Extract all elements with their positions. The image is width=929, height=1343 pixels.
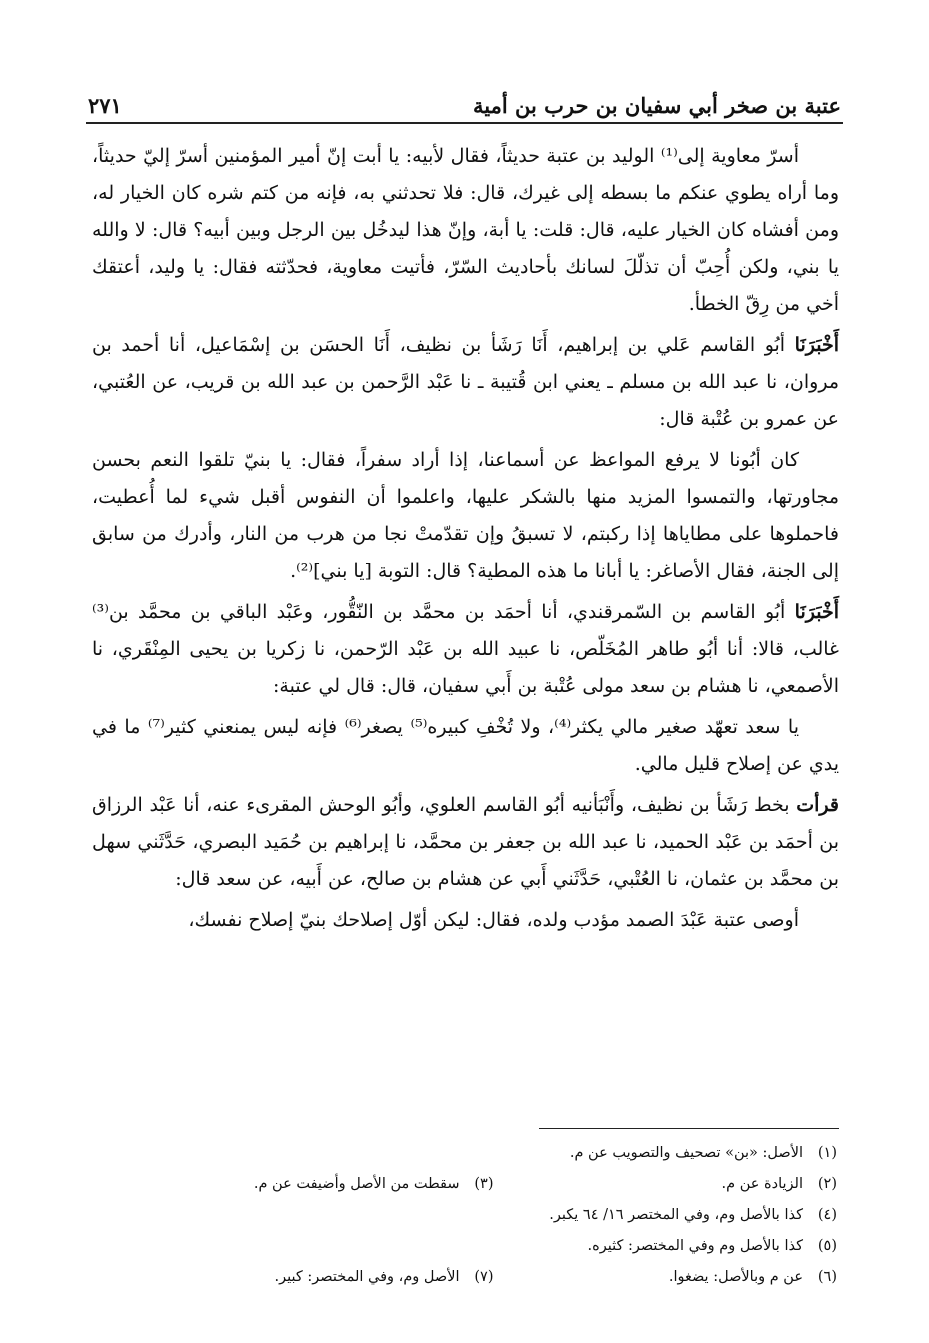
paragraph-text: يا سعد تعهّد صغير مالي يكثر⁽⁴⁾، ولا تُخْفِ كبيره⁽⁵⁾ يصغر⁽⁶⁾ فإنه ليس يمنعني كثير⁽⁷⁾ ما في يدي عن إصلاح قليل مالي.	[92, 716, 839, 775]
paragraph-2	[92, 327, 839, 438]
footnote-text: الأصل وم، وفي المختصر: كبير.	[274, 1269, 460, 1285]
footnote-row	[150, 1169, 837, 1200]
paragraph-7	[92, 902, 839, 939]
running-header	[88, 80, 841, 120]
footnote-text: الأصل: «بن» تصحيف والتصويب عن م.	[569, 1145, 803, 1161]
footnote-4	[150, 1200, 837, 1231]
footnote-text: كذا بالأصل وم وفي المختصر: كثيره.	[587, 1238, 803, 1254]
footnote-number: (٥)	[817, 1238, 837, 1254]
paragraph-lead: أَخْبَرَنَا	[794, 334, 839, 356]
footnote-number: (١)	[817, 1145, 837, 1161]
paragraph-3	[92, 442, 839, 590]
paragraph-text: كان أبُونا لا يرفع المواعظ عن أسماعنا، إذا أراد سفراً، فقال: يا بنيّ تلقوا النعم بحسن مجاورتها، والتمسوا المزيد منها بالشكر عليها، واعلموا أن النفوس أقبل شيء لما أُعطيت، فاحملوها على مطاياها إذا ركبتم، لا تسبقُ وإن تقدّمتْ نجا من هرب من النار، وأدرك من سابق إلى الجنة، فقال الأصاغر: يا أبانا ما هذه المطية؟ قال: التوبة [يا بني]⁽²⁾.	[92, 449, 839, 582]
footnote-number: (٤)	[817, 1207, 837, 1223]
body-text	[92, 138, 839, 943]
footnote-text: كذا بالأصل وم، وفي المختصر ١٦/ ٦٤ يكبر.	[549, 1207, 803, 1223]
footnote-number: (٢)	[817, 1176, 837, 1192]
header-title: عتبة بن صخر أبي سفيان بن حرب بن أمية	[473, 93, 841, 118]
paragraph-text: بخط رَشَأ بن نظيف، وأَنْبَأنيه أبُو القاسم العلوي، وأبُو الوحش المقرىء عنه، أنا عَبْد الرزاق بن أحمَد بن عَبْد الحميد، نا عبد الله بن جعفر بن محمَّد، نا إبراهيم بن حُمَيد البصري، حَدَّثَني سهل بن محمَّد بن عثمان، نا العُتْبي، حَدَّثَني أَبي عن هشام بن صالح، عن أَبيه، عن سعد قال:	[92, 794, 839, 890]
paragraph-text: أبُو القاسم عَلي بن إبراهيم، أَنَا رَشَأ بن نظيف، أَنَا الحسَن بن إسْمَاعيل، أنا أحمد بن مروان، نا عبد الله بن مسلم ـ يعني ابن قُتيبة ـ نا عَبْد الرَّحمن بن عبد الله بن قريب، عن العُتبي، عن عمرو بن عُتْبة قال:	[92, 334, 839, 430]
footnote-6	[494, 1262, 838, 1293]
header-rule	[86, 122, 843, 124]
paragraph-lead: قرأت	[796, 794, 839, 816]
footnote-5	[150, 1231, 837, 1262]
footnote-2	[494, 1169, 838, 1200]
paragraph-lead: أَخْبَرَنَا	[794, 601, 839, 623]
page-number: ٢٧١	[88, 93, 122, 118]
paragraph-text: أوصى عتبة عَبْدَ الصمد مؤدب ولده، فقال: ليكن أوّل إصلاحك بنيّ إصلاح نفسك،	[188, 909, 799, 931]
footnote-text: الزيادة عن م.	[721, 1176, 803, 1192]
paragraph-5	[92, 709, 839, 783]
footnote-3	[150, 1169, 494, 1200]
footnote-text: عن م وبالأصل: يضغوا.	[668, 1269, 803, 1285]
footnote-7	[150, 1262, 494, 1293]
footnote-1	[150, 1138, 837, 1169]
paragraph-6	[92, 787, 839, 898]
footnote-number: (٦)	[817, 1269, 837, 1285]
paragraph-text: أبُو القاسم بن السّمرقندي، أنا أحمَد بن محمَّد بن النّقُّور، وعَبْد الباقي بن محمَّد بن⁽³⁾ غالب، قالا: أنا أبُو طاهر المُخَلّص، نا عبيد الله بن عَبْد الرّحمن، نا زكريا بن يحيى المِنْقَري، نا الأصمعي، نا هشام بن سعد مولى عُتْبة بن أَبي سفيان، قال: قال لي عتبة:	[92, 601, 839, 697]
footnote-number: (٧)	[474, 1269, 494, 1285]
footnote-row	[150, 1262, 837, 1293]
footnotes	[150, 1138, 837, 1293]
footnote-text: سقطت من الأصل وأضيفت عن م.	[253, 1176, 460, 1192]
paragraph-text: أسرّ معاوية إلى⁽¹⁾ الوليد بن عتبة حديثاً، فقال لأبيه: يا أبت إنّ أمير المؤمنين أسرّ إليّ حديثاً، وما أراه يطوي عنكم ما بسطه إلى غيرك، قال: فلا تحدثني به، فإنه من كتم شره كان الخيار له، ومن أفشاه كان الخيار عليه، قال: قلت: يا أبة، وإنّ هذا ليدخُل بين الرجل وبين أبيه؟ قال: لا والله يا بني، ولكن أُحِبّ أن تذلّلَ لسانك بأحاديث السّرّ، فأتيت معاوية، فحدّثته فقال: يا وليد، أعتقك أخي من رِقّ الخطأ.	[92, 145, 839, 315]
footnote-row	[150, 1138, 837, 1169]
footnote-number: (٣)	[474, 1176, 494, 1192]
footnote-row	[150, 1231, 837, 1262]
footnote-rule	[539, 1128, 839, 1129]
footnote-row	[150, 1200, 837, 1231]
paragraph-4	[92, 594, 839, 705]
paragraph-1	[92, 138, 839, 323]
